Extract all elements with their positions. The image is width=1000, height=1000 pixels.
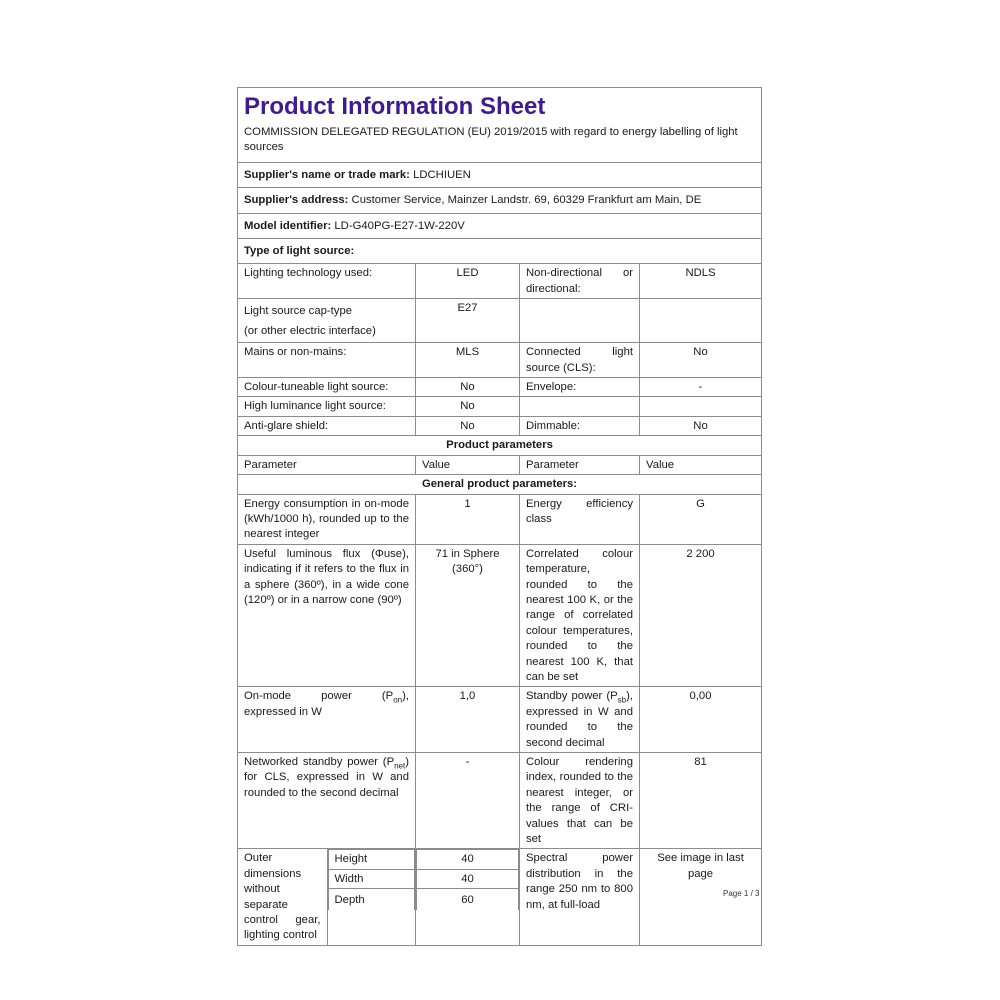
antiglare-value: No: [416, 416, 520, 435]
net-label: Networked standby power $(P_{net})$ for CLS, expressed in W and rounded to the second decimal: [238, 753, 416, 849]
efficiency-value: G: [640, 494, 762, 544]
type-header-row: [238, 239, 762, 264]
depth-value: 60: [417, 889, 519, 910]
product-information-sheet: [237, 87, 761, 946]
efficiency-label: Energy efficiency class: [520, 494, 640, 544]
depth-label: Depth: [328, 889, 415, 910]
spectral-label: Spectral power distribution in the range 250 nm to 800 nm, at full-load: [520, 849, 640, 945]
envelope-value: -: [640, 378, 762, 397]
type-row-luminance: [238, 397, 762, 416]
param-row-flux: [238, 544, 762, 687]
supplier-address-row: [238, 188, 762, 213]
energy-label: Energy consumption in on-mode (kWh/1000 h), rounded up to the nearest integer: [238, 494, 416, 544]
antiglare-label: Anti-glare shield:: [238, 416, 416, 435]
width-value: 40: [417, 869, 519, 888]
model-label: Model identifier:: [244, 219, 332, 232]
supplier-address-value: Customer Service, Mainzer Landstr. 69, 60329 Frankfurt am Main, DE: [351, 194, 702, 207]
supplier-address-label: Supplier's address:: [244, 194, 349, 207]
directional-value: NDLS: [640, 264, 762, 299]
tech-label: Lighting technology used:: [238, 264, 416, 299]
energy-value: 1: [416, 494, 520, 544]
height-value: 40: [417, 850, 519, 869]
type-row-cap: [238, 299, 762, 343]
spectral-value: See image in last page: [640, 849, 762, 945]
cct-label: Correlated colour temperature, rounded to the nearest 100 K, or the range of correlated colour temperatures, rounded to the nearest 100 K, that can be set: [520, 544, 640, 687]
luminance-label: High luminance light source:: [238, 397, 416, 416]
cri-label: Colour rendering index, rounded to the nearest integer, or the range of CRI-values that can be set: [520, 753, 640, 849]
type-row-mains: [238, 343, 762, 378]
cap-value: E27: [416, 299, 520, 343]
tuneable-label: Colour-tuneable light source:: [238, 378, 416, 397]
type-header: Type of light source:: [238, 239, 762, 264]
cls-value: No: [640, 343, 762, 378]
flux-label: Useful luminous flux (Φuse), indicating if it refers to the flux in a sphere (360º), in a wide cone (120º) or in a narrow cone (90º): [238, 544, 416, 687]
type-row-antiglare: [238, 416, 762, 435]
directional-label: Non-directional or directional:: [520, 264, 640, 299]
col-parameter-2: Parameter: [520, 455, 640, 474]
supplier-name-label: Supplier's name or trade mark:: [244, 168, 410, 181]
standby-value: 0,00: [640, 687, 762, 753]
column-header-row: [238, 455, 762, 474]
param-row-energy: [238, 494, 762, 544]
cri-value: 81: [640, 753, 762, 849]
envelope-label: Envelope:: [520, 378, 640, 397]
width-label: Width: [328, 869, 415, 888]
type-row-technology: [238, 264, 762, 299]
standby-label: Standby power $(P_{sb})$, expressed in W and rounded to the second decimal: [520, 687, 640, 753]
cap-label-line1: Light source cap-type: [244, 305, 353, 318]
info-table: [237, 87, 762, 946]
tech-value: LED: [416, 264, 520, 299]
cap-label-line2: (or other electric interface): [244, 325, 376, 338]
dimmable-label: Dimmable:: [520, 416, 640, 435]
type-row-tuneable: [238, 378, 762, 397]
product-parameters-header-row: [238, 436, 762, 455]
height-label: Height: [328, 850, 415, 869]
supplier-name-value: LDCHIUEN: [413, 168, 471, 181]
model-value: LD-G40PG-E27-1W-220V: [334, 219, 465, 232]
general-parameters-header: General product parameters:: [238, 475, 762, 494]
cls-label: Connected light source (CLS):: [520, 343, 640, 378]
dimmable-value: No: [640, 416, 762, 435]
mains-label: Mains or non-mains:: [238, 343, 416, 378]
col-value-1: Value: [416, 455, 520, 474]
param-row-dimensions: [238, 849, 762, 945]
regulation-text: COMMISSION DELEGATED REGULATION (EU) 2019/2015 with regard to energy labelling of light sources: [238, 123, 762, 162]
cct-value: 2 200: [640, 544, 762, 687]
general-header-row: [238, 475, 762, 494]
mains-value: MLS: [416, 343, 520, 378]
dims-label: Outer dimensions without separate control gear, lighting control: [238, 849, 327, 944]
param-row-power: [238, 687, 762, 753]
col-value-2: Value: [640, 455, 762, 474]
model-row: [238, 213, 762, 238]
page-title: Product Information Sheet: [244, 93, 546, 120]
net-value: -: [416, 753, 520, 849]
col-parameter-1: Parameter: [238, 455, 416, 474]
param-row-network: [238, 753, 762, 849]
onpower-value: 1,0: [416, 687, 520, 753]
page-number: Page 1 / 3: [723, 889, 760, 898]
product-parameters-header: Product parameters: [238, 436, 762, 455]
flux-value: 71 in Sphere (360°): [416, 544, 520, 687]
onpower-label: On-mode power $(P_{on})$, expressed in W: [238, 687, 416, 753]
luminance-value: No: [416, 397, 520, 416]
tuneable-value: No: [416, 378, 520, 397]
regulation-row: [238, 123, 762, 162]
title-row: [238, 88, 762, 124]
supplier-name-row: [238, 162, 762, 187]
